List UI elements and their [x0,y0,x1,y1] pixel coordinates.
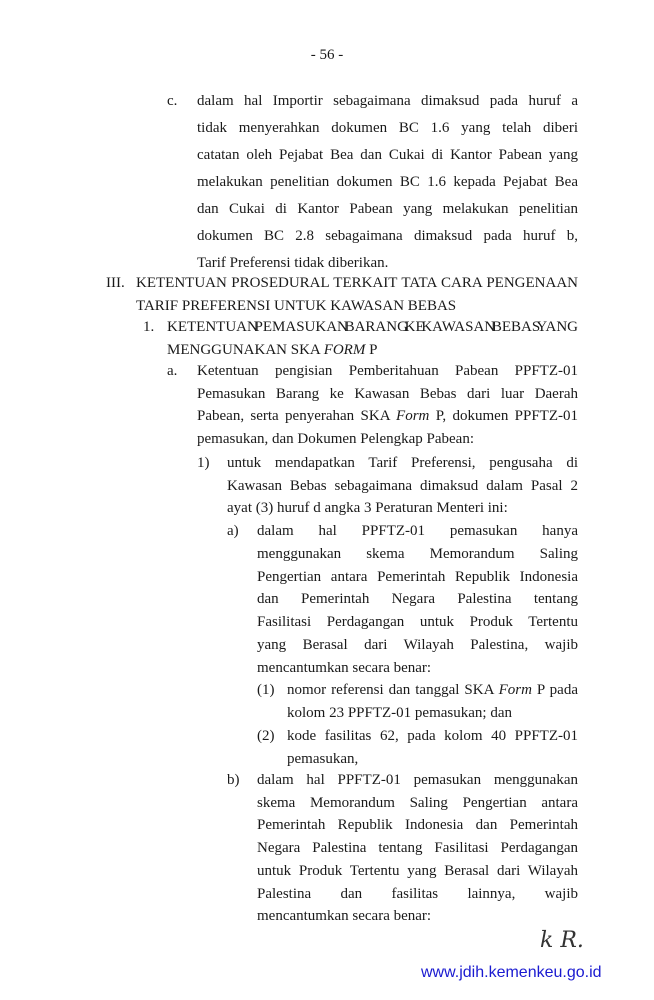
text-line [167,341,377,359]
text-line: Ketentuan pengisian Pemberitahuan Pabean PPFTZ-01 [197,363,578,379]
text-line: yang Berasal dari Wilayah Palestina, wajib [257,637,578,653]
text-line: catatan oleh Pejabat Bea dan Cukai di Kantor Pabean yang [197,147,578,163]
page-number: - 56 - [310,47,344,63]
handwritten-initials-signature: k R. [540,928,584,953]
text-line: dan Cukai di Kantor Pabean yang melakukan penelitian [197,201,578,217]
list-marker: 1) [197,455,210,471]
italic-term: FORM [323,341,366,358]
text-line: dokumen BC 2.8 sebagaimana dimaksud pada huruf b, [197,228,578,244]
italic-term: Form [498,682,532,698]
text-line: untuk mendapatkan Tarif Preferensi, pengusaha di [227,455,578,471]
text-line: tidak menyerahkan dokumen BC 1.6 yang telah diberi [197,120,578,136]
list-marker: b) [227,772,240,788]
list-marker: 1. [143,319,155,335]
text-segment: MENGGUNAKAN SKA [167,341,324,358]
italic-term: Form [396,408,430,424]
text-line: kode fasilitas 62, pada kolom 40 PPFTZ-01 [287,728,578,744]
text-line: dalam hal PPFTZ-01 pemasukan menggunakan [257,772,578,788]
footer-url-link[interactable]: www.jdih.kemenkeu.go.id [421,964,602,981]
text-line: Pemerintah Republik Indonesia dan Pemerintah [257,817,578,834]
text-line: kolom 23 PPFTZ-01 pemasukan; dan [287,704,512,721]
list-marker: c. [167,93,178,109]
text-line: melakukan penelitian dokumen BC 1.6 kepada Pejabat Bea [197,174,578,190]
text-line: Pengertian antara Pemerintah Republik Indonesia [257,568,578,585]
text-line: KETENTUAN PEMASUKAN BARANG KE KAWASAN BEBAS YANG [167,319,578,335]
list-marker: a. [167,363,178,379]
text-segment: nomor referensi dan tanggal SKA [287,682,499,698]
text-line: pemasukan, dan Dokumen Pelengkap Pabean: [197,430,475,447]
list-marker: a) [227,523,239,539]
text-line: ayat (3) huruf d angka 3 Peraturan Menteri ini: [227,500,508,516]
text-segment: P, dokumen PPFTZ-01 [429,408,579,424]
text-line: KETENTUAN PROSEDURAL TERKAIT TATA CARA PENGENAAN [136,275,578,291]
text-line [287,681,578,699]
text-line: Kawasan Bebas sebagaimana dimaksud dalam Pasal 2 [227,477,578,494]
text-line: untuk Produk Tertentu yang Berasal dari Wilayah [257,862,578,879]
list-marker: (1) [257,682,275,698]
text-line [197,407,578,425]
text-line: Fasilitasi Perdagangan untuk Produk Tertentu [257,614,578,631]
text-line: Tarif Preferensi tidak diberikan. [197,255,389,271]
text-line: pemasukan, [287,750,359,767]
text-line: dalam hal Importir sebagaimana dimaksud pada huruf a [197,93,578,109]
text-line: Pemasukan Barang ke Kawasan Bebas dari luar Daerah [197,385,578,402]
text-line: Negara Palestina tentang Fasilitasi Perdagangan [257,840,578,857]
text-segment: P pada [531,682,578,698]
text-line: mencantumkan secara benar: [257,659,432,676]
text-line: mencantumkan secara benar: [257,908,432,925]
text-segment: P [365,341,378,358]
text-segment: Pabean, serta penyerahan SKA [197,408,397,424]
list-marker: III. [106,275,125,291]
text-line: skema Memorandum Saling Pengertian antara [257,794,578,811]
text-line: TARIF PREFERENSI UNTUK KAWASAN BEBAS [136,297,457,314]
text-line: dan Pemerintah Negara Palestina tentang [257,591,578,608]
text-line: menggunakan skema Memorandum Saling [257,545,578,562]
list-marker: (2) [257,728,275,744]
text-line: dalam hal PPFTZ-01 pemasukan hanya [257,523,578,539]
text-line: Palestina dan fasilitas lainnya, wajib [257,885,578,902]
